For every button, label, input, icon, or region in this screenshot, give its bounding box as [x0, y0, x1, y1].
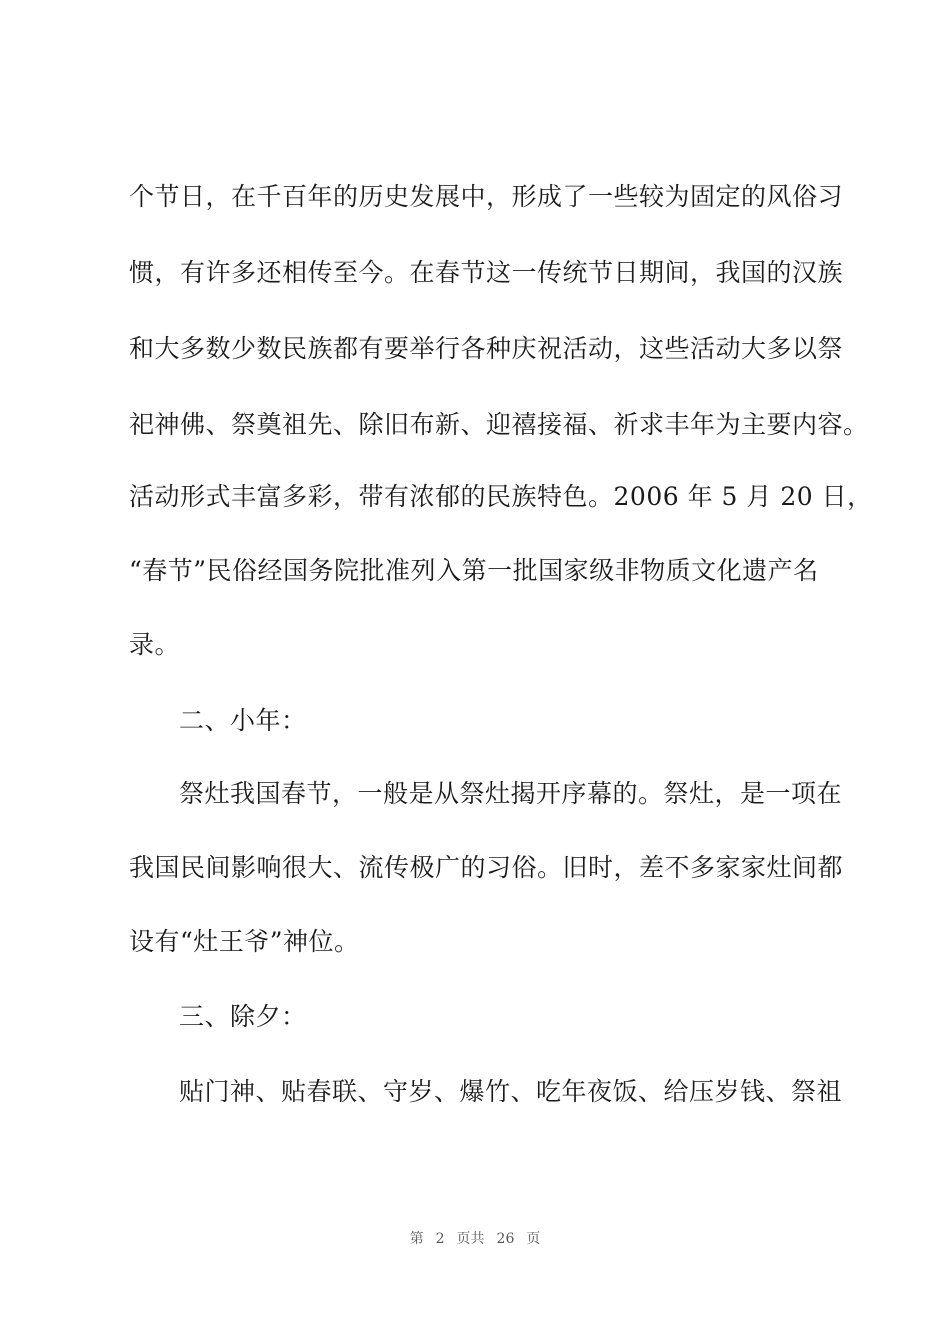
paragraph-first-line: 贴门神、贴春联、守岁、爆竹、吃年夜饭、给压岁钱、祭祖 — [179, 1077, 843, 1106]
page-footer — [0, 1228, 950, 1248]
body-text-line: “春节”民俗经国务院批准列入第一批国家级非物质文化遗产名 — [129, 556, 819, 585]
footer-label-page-of: 页共 — [456, 1231, 485, 1247]
footer-label-page-end: 页 — [526, 1231, 541, 1247]
body-text-line: 活动形式丰富多彩，带有浓郁的民族特色。2006 年 5 月 20 日， — [129, 482, 873, 511]
body-text-line: 录。 — [129, 630, 181, 659]
footer-current-page: 2 — [435, 1231, 445, 1247]
section-heading: 二、小年： — [179, 706, 307, 735]
footer-total-pages: 26 — [496, 1231, 515, 1247]
body-text-line: 个节日，在千百年的历史发展中，形成了一些较为固定的风俗习 — [129, 182, 844, 211]
body-text-line: 设有“灶王爷”神位。 — [129, 927, 360, 956]
paragraph-first-line: 祭灶我国春节，一般是从祭灶揭开序幕的。祭灶，是一项在 — [179, 779, 843, 808]
body-text-line: 祀神佛、祭奠祖先、除旧布新、迎禧接福、祈求丰年为主要内容。 — [129, 410, 869, 439]
body-text-line: 我国民间影响很大、流传极广的习俗。旧时，差不多家家灶间都 — [129, 853, 844, 882]
body-text-line: 和大多数少数民族都有要举行各种庆祝活动，这些活动大多以祭 — [129, 334, 844, 363]
section-heading: 三、除夕： — [179, 1002, 307, 1031]
footer-label-page: 第 — [409, 1231, 424, 1247]
body-text-line: 惯，有许多还相传至今。在春节这一传统节日期间，我国的汉族 — [129, 258, 844, 287]
